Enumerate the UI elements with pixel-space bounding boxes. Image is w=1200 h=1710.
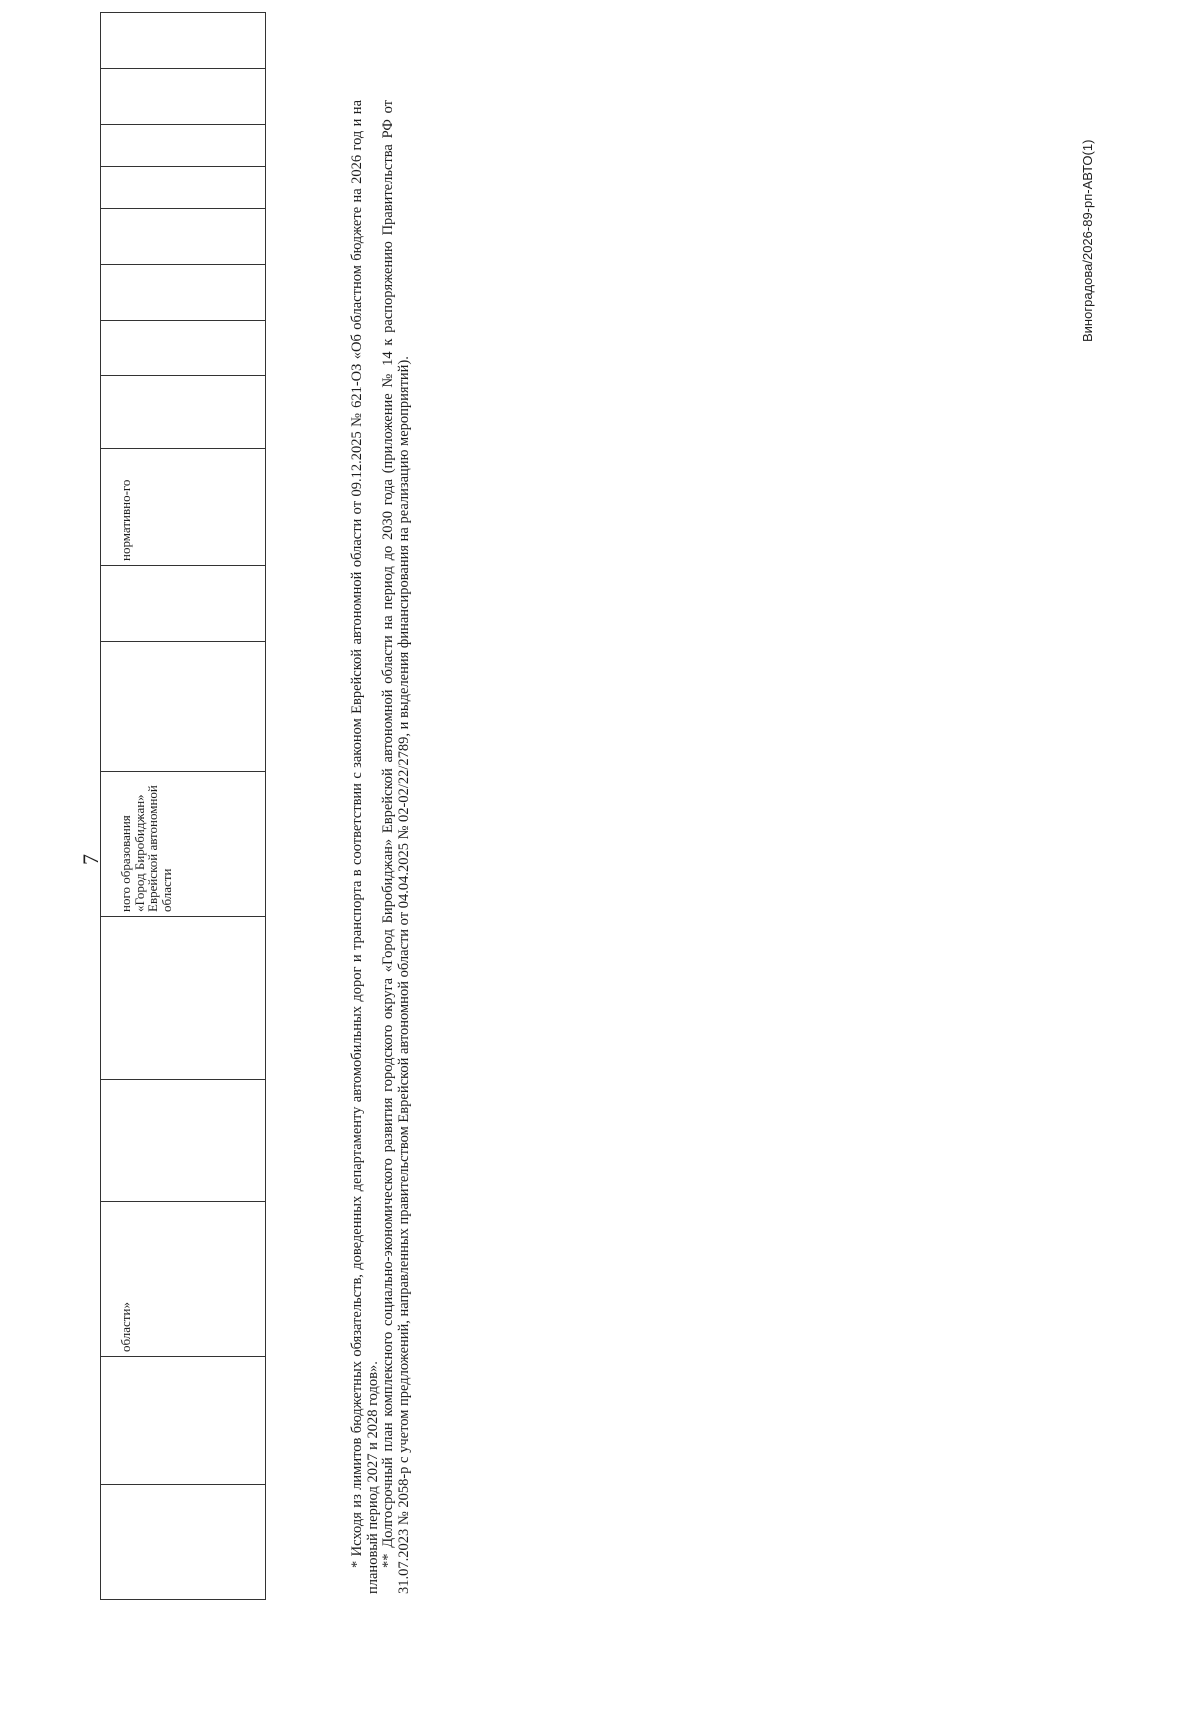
- table-cell: [101, 1485, 266, 1600]
- table-cell: [101, 1080, 266, 1202]
- table-cell: [101, 1357, 266, 1485]
- table-cell: [101, 642, 266, 772]
- table-cell: [101, 125, 266, 167]
- table-cell: [101, 917, 266, 1080]
- table-cell: [101, 13, 266, 69]
- table-cell: [101, 376, 266, 449]
- table-cell: ного образования «Город Биробиджан» Еврейской автономной области: [101, 772, 266, 917]
- table-cell: нормативно-го: [101, 449, 266, 566]
- table-cell: [101, 566, 266, 642]
- table-cell: [101, 321, 266, 376]
- document-id: Виноградова/2026-89-рп-АВТО(1): [1080, 139, 1095, 342]
- footnote: ** Долгосрочный план комплексного социально-экономического развития городского округа «Город Биробиджан» Еврейской автономной области на период до 2030 года (приложение № 14 к распоряжению Правительства РФ от 31.07.2023 № 2058-р с учетом предложений, направленных правительством Еврейской автономной области от 04.04.2025 № 02-02/22/2789, и выделения финансирования на реализацию мероприятий).: [380, 100, 412, 1594]
- table-fragment: [100, 12, 266, 1600]
- footnotes: [350, 100, 412, 1594]
- table-cell: [101, 167, 266, 209]
- table-cell: области»: [101, 1202, 266, 1357]
- page-number: 7: [78, 854, 103, 865]
- table-cell: [101, 209, 266, 265]
- table-row: [101, 13, 266, 1600]
- footnote: * Исходя из лимитов бюджетных обязательств, доведенных департаменту автомобильных дорог и транспорта в соответствии с законом Еврейской автономной области от 09.12.2025 № 621-ОЗ «Об областном бюджете на 2026 год и на плановый период 2027 и 2028 годов».: [349, 100, 381, 1594]
- table-cell: [101, 69, 266, 125]
- table-cell: [101, 265, 266, 321]
